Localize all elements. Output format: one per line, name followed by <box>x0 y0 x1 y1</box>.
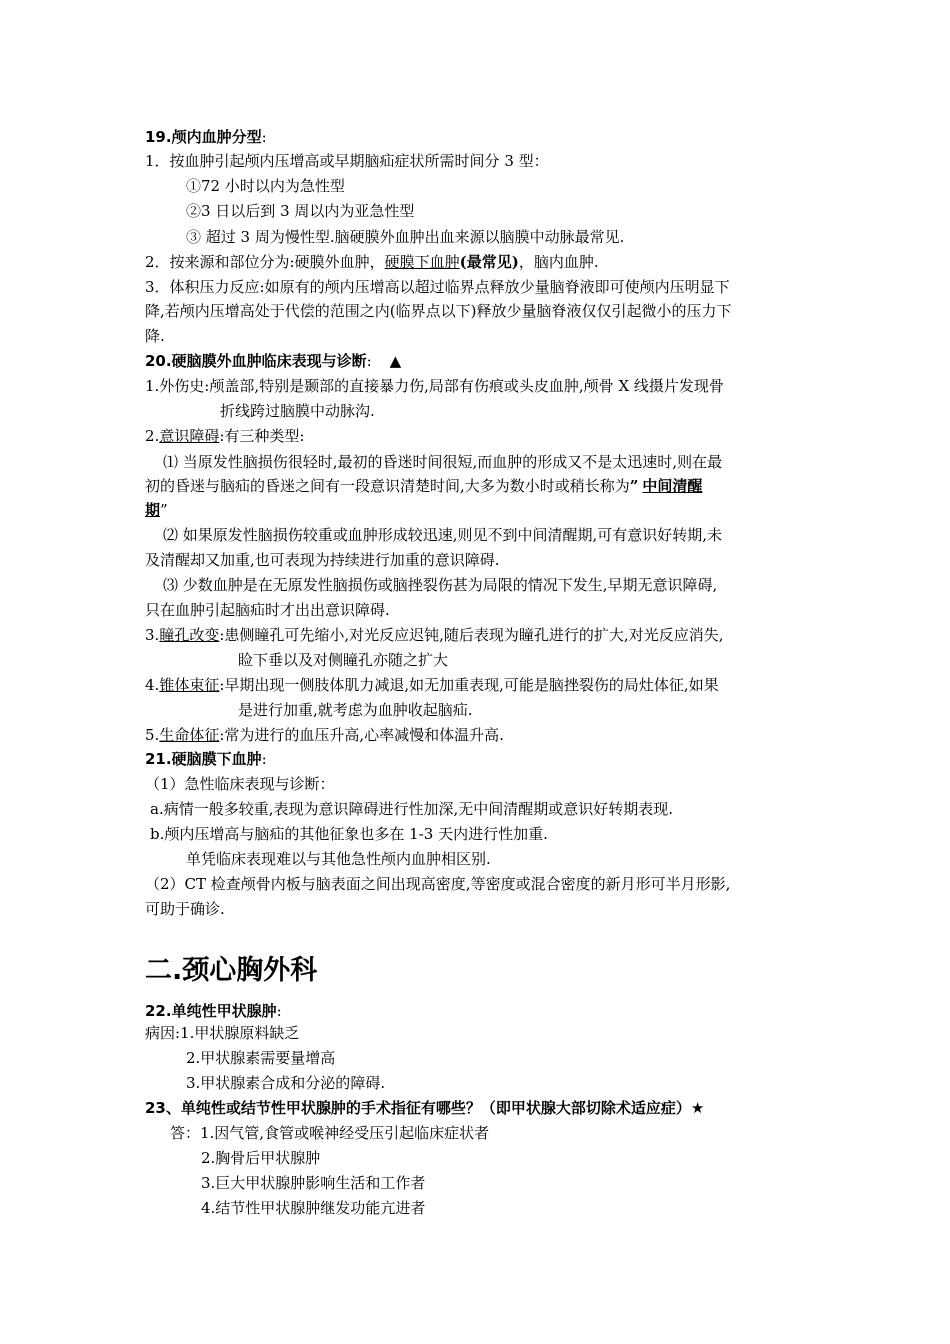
s20-item-2-1-text: 初的昏迷与脑疝的昏迷之间有一段意识清楚时间,大多为数小时或稍长称为 <box>145 477 630 495</box>
s22-item-1: 病因:1.甲状腺原料缺乏 <box>145 1024 300 1042</box>
chapter-title: 二.颈心胸外科 <box>145 955 318 986</box>
section-19-heading <box>145 126 267 148</box>
s22-item-3: 3.甲状腺素合成和分泌的障碍. <box>186 1074 386 1092</box>
s22-item-2: 2.甲状腺素需要量增高 <box>186 1049 336 1067</box>
s19-item-3-line3: 降. <box>145 327 165 345</box>
s19-item-3-line1: 3．体积压力反应:如原有的颅内压增高以超过临界点释放少量脑脊液即可使颅内压明显下 <box>145 278 730 296</box>
section-22-colon: : <box>276 1002 282 1020</box>
s19-item-1: 1．按血肿引起颅内压增高或早期脑疝症状所需时间分 3 型： <box>145 152 549 170</box>
s20-item-2-1-term-end: 期 <box>145 501 161 519</box>
s19-item-2-underlined: 硬膜下血肿 <box>384 253 460 271</box>
s20-item-2-1-line1: ⑴ 当原发性脑损伤很轻时,最初的昏迷时间很短,而血肿的形成又不是太迅速时,则在最 <box>163 453 723 471</box>
s20-item-2-3-line1: ⑶ 少数血肿是在无原发性脑损伤或脑挫裂伤甚为局限的情况下发生,早期无意识障碍, <box>163 576 718 594</box>
s20-item-2-text: :有三种类型: <box>219 427 305 445</box>
s19-item-2-end: ，脑内血肿. <box>518 253 599 271</box>
s20-item-3-num: 3. <box>145 626 160 644</box>
s21-item-1b: b.颅内压增高与脑疝的其他征象也多在 1-3 天内进行性加重. <box>150 825 548 843</box>
s19-item-2 <box>145 251 599 273</box>
s20-item-2 <box>145 425 304 447</box>
s20-item-5-text: :常为进行的血压升高,心率减慢和体温升高. <box>219 726 504 744</box>
section-21-heading <box>145 748 267 770</box>
s21-item-2-line1: （2）CT 检查颅骨内板与脑表面之间出现高密度,等密度或混合密度的新月形可半月形影, <box>145 875 731 893</box>
s20-item-2-term: 意识障碍 <box>159 427 220 445</box>
s20-item-1-line2: 折线跨过脑膜中动脉沟. <box>220 402 375 420</box>
section-23-title: 23、单纯性或结节性甲状腺肿的手术指征有哪些？（即甲状腺大部切除术适应症）★ <box>145 1099 705 1117</box>
s20-item-2-2-line1: ⑵ 如果原发性脑损伤较重或血肿形成较迅速,则见不到中间清醒期,可有意识好转期,未 <box>163 526 723 544</box>
s20-item-2-3-line2: 只在血肿引起脑疝时才出出意识障碍. <box>145 601 390 619</box>
s19-item-2-text: 2．按来源和部位分为:硬膜外血肿， <box>145 253 385 271</box>
section-22-heading <box>145 1000 282 1022</box>
s20-item-2-1-close-quote: ” <box>160 501 168 519</box>
s20-item-4-text: :早期出现一侧肢体肌力减退,如无加重表现,可能是脑挫裂伤的局灶体征,如果 <box>219 676 719 694</box>
s20-item-4-num: 4. <box>145 676 160 694</box>
section-20-colon: : <box>366 352 372 370</box>
section-20-title: 20.硬脑膜外血肿临床表现与诊断 <box>145 352 367 370</box>
s23-answer-1: 答：1.因气管,食管或喉神经受压引起临床症状者 <box>170 1124 490 1142</box>
s21-item-1: （1）急性临床表现与诊断： <box>145 775 335 793</box>
s20-item-2-2-line2: 及清醒却又加重,也可表现为持续进行加重的意识障碍. <box>145 551 500 569</box>
section-22-title: 22.单纯性甲状腺肿 <box>145 1002 277 1020</box>
section-20-heading <box>145 350 401 372</box>
section-21-colon: : <box>261 750 267 768</box>
s20-item-5-term: 生命体征 <box>159 726 220 744</box>
s21-item-2-line2: 可助于确诊. <box>145 900 225 918</box>
s19-item-3-line2: 降,若颅内压增高处于代偿的范围之内(临界点以下)释放少量脑脊液仅仅引起微小的压力下 <box>145 302 732 320</box>
s20-item-4-line2: 是进行加重,就考虑为血肿收起脑疝. <box>238 701 473 719</box>
s20-item-1-line1: 1.外伤史:颅盖部,特别是颞部的直接暴力伤,局部有伤痕或头皮血肿,颅骨 X 线摄片发现骨 <box>145 377 724 395</box>
s20-item-2-1-term: 中间清醒 <box>642 477 703 495</box>
s20-item-3-text: :患侧瞳孔可先缩小,对光反应迟钝,随后表现为瞳孔进行的扩大,对光反应消失, <box>219 626 724 644</box>
s23-answer-3: 3.巨大甲状腺肿影响生活和工作者 <box>201 1174 426 1192</box>
s20-item-5 <box>145 724 504 746</box>
s19-item-2-bold: (最常见) <box>459 253 519 271</box>
s20-item-2-1-line2 <box>145 475 702 497</box>
s23-answer-2: 2.胸骨后甲状腺肿 <box>201 1149 321 1167</box>
s19-item-1b: ②3 日以后到 3 周以内为亚急性型 <box>186 202 415 220</box>
s20-item-3-line2: 睑下垂以及对侧瞳孔亦随之扩大 <box>238 651 449 669</box>
s20-item-4-term: 锥体束征 <box>159 676 220 694</box>
triangle-mark-icon: ▲ <box>389 352 402 370</box>
s20-item-5-num: 5. <box>145 726 160 744</box>
s20-item-2-num: 2. <box>145 427 160 445</box>
s19-item-1a: ①72 小时以内为急性型 <box>186 177 345 195</box>
s20-item-4-line1 <box>145 674 719 696</box>
s21-item-1a: a.病情一般多较重,表现为意识障碍进行性加深,无中间清醒期或意识好转期表现. <box>150 800 674 818</box>
s20-item-3-line1 <box>145 624 723 646</box>
s21-item-1c: 单凭临床表现难以与其他急性颅内血肿相区别. <box>186 850 491 868</box>
s19-item-1c: ③ 超过 3 周为慢性型.脑硬膜外血肿出血来源以脑膜中动脉最常见. <box>186 228 625 246</box>
section-19-colon: : <box>261 128 267 146</box>
s20-item-3-term: 瞳孔改变 <box>159 626 220 644</box>
section-21-title: 21.硬脑膜下血肿 <box>145 750 262 768</box>
s20-item-2-1-quote: ” <box>629 477 639 495</box>
section-19-title: 19.颅内血肿分型 <box>145 128 262 146</box>
s20-item-2-1-line3 <box>145 499 168 521</box>
s23-answer-4: 4.结节性甲状腺肿继发功能亢进者 <box>201 1199 426 1217</box>
